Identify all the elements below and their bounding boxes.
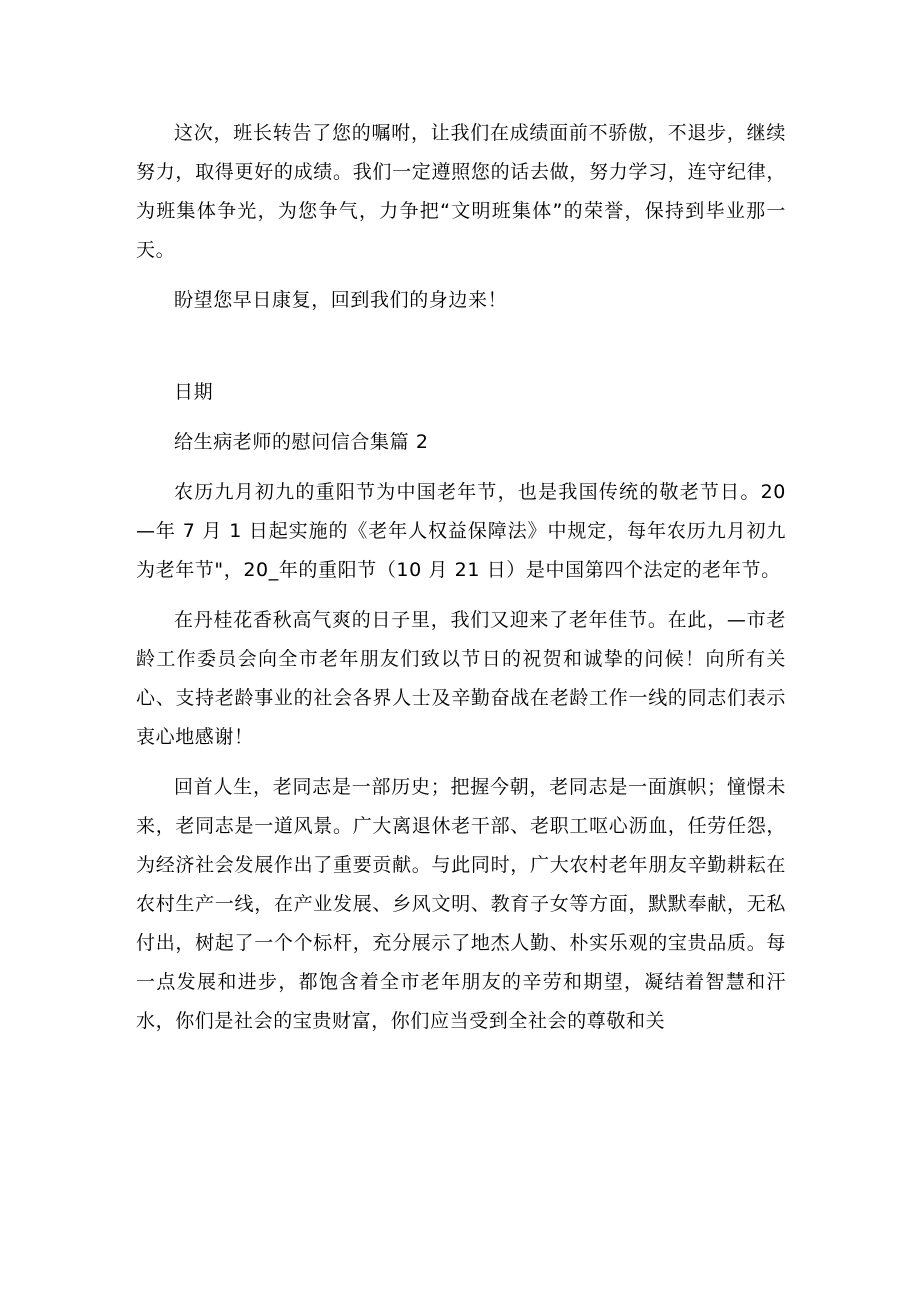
- paragraph-body-2: 在丹桂花香秋高气爽的日子里，我们又迎来了老年佳节。在此，—市老龄工作委员会向全市老年朋友们致以节日的祝贺和诚挚的问候！向所有关心、支持老龄事业的社会各界人士及辛勤奋战在老龄工作一线的同志们表示衷心地感谢！: [136, 609, 786, 748]
- section-title: 给生病老师的慰问信合集篇 2: [174, 431, 429, 453]
- paragraph-top-1: 这次，班长转告了您的嘱咐，让我们在成绩面前不骄傲，不退步，继续努力，取得更好的成绩。我们一定遵照您的话去做，努力学习，连守纪律，为班集体争光，为您争气，力争把“文明班集体”的荣誉，保持到毕业那一天。: [136, 122, 786, 261]
- paragraph-top-2: 盼望您早日康复，回到我们的身边来！: [174, 289, 508, 311]
- paragraph-body-1: 农历九月初九的重阳节为中国老年节，也是我国传统的敬老节日。20—年 7 月 1 日起实施的《老年人权益保障法》中规定，每年农历九月初九为老年节"，20_年的重阳节（10 月 21 日）是中国第四个法定的老年节。: [136, 481, 786, 581]
- date-label: 日期: [174, 381, 214, 403]
- paragraph-body-3: 回首人生，老同志是一部历史；把握今朝，老同志是一面旗帜；憧憬未来，老同志是一道风景。广大离退休老干部、老职工呕心沥血，任劳任怨，为经济社会发展作出了重要贡献。与此同时，广大农村老年朋友辛勤耕耘在农村生产一线，在产业发展、乡风文明、教育子女等方面，默默奉献，无私付出，树起了一个个标杆，充分展示了地杰人勤、朴实乐观的宝贵品质。每一点发展和进步，都饱含着全市老年朋友的辛劳和期望，凝结着智慧和汗水，你们是社会的宝贵财富，你们应当受到全社会的尊敬和关: [136, 776, 786, 1032]
- document-body: [136, 114, 786, 1052]
- blank-space: [136, 331, 786, 373]
